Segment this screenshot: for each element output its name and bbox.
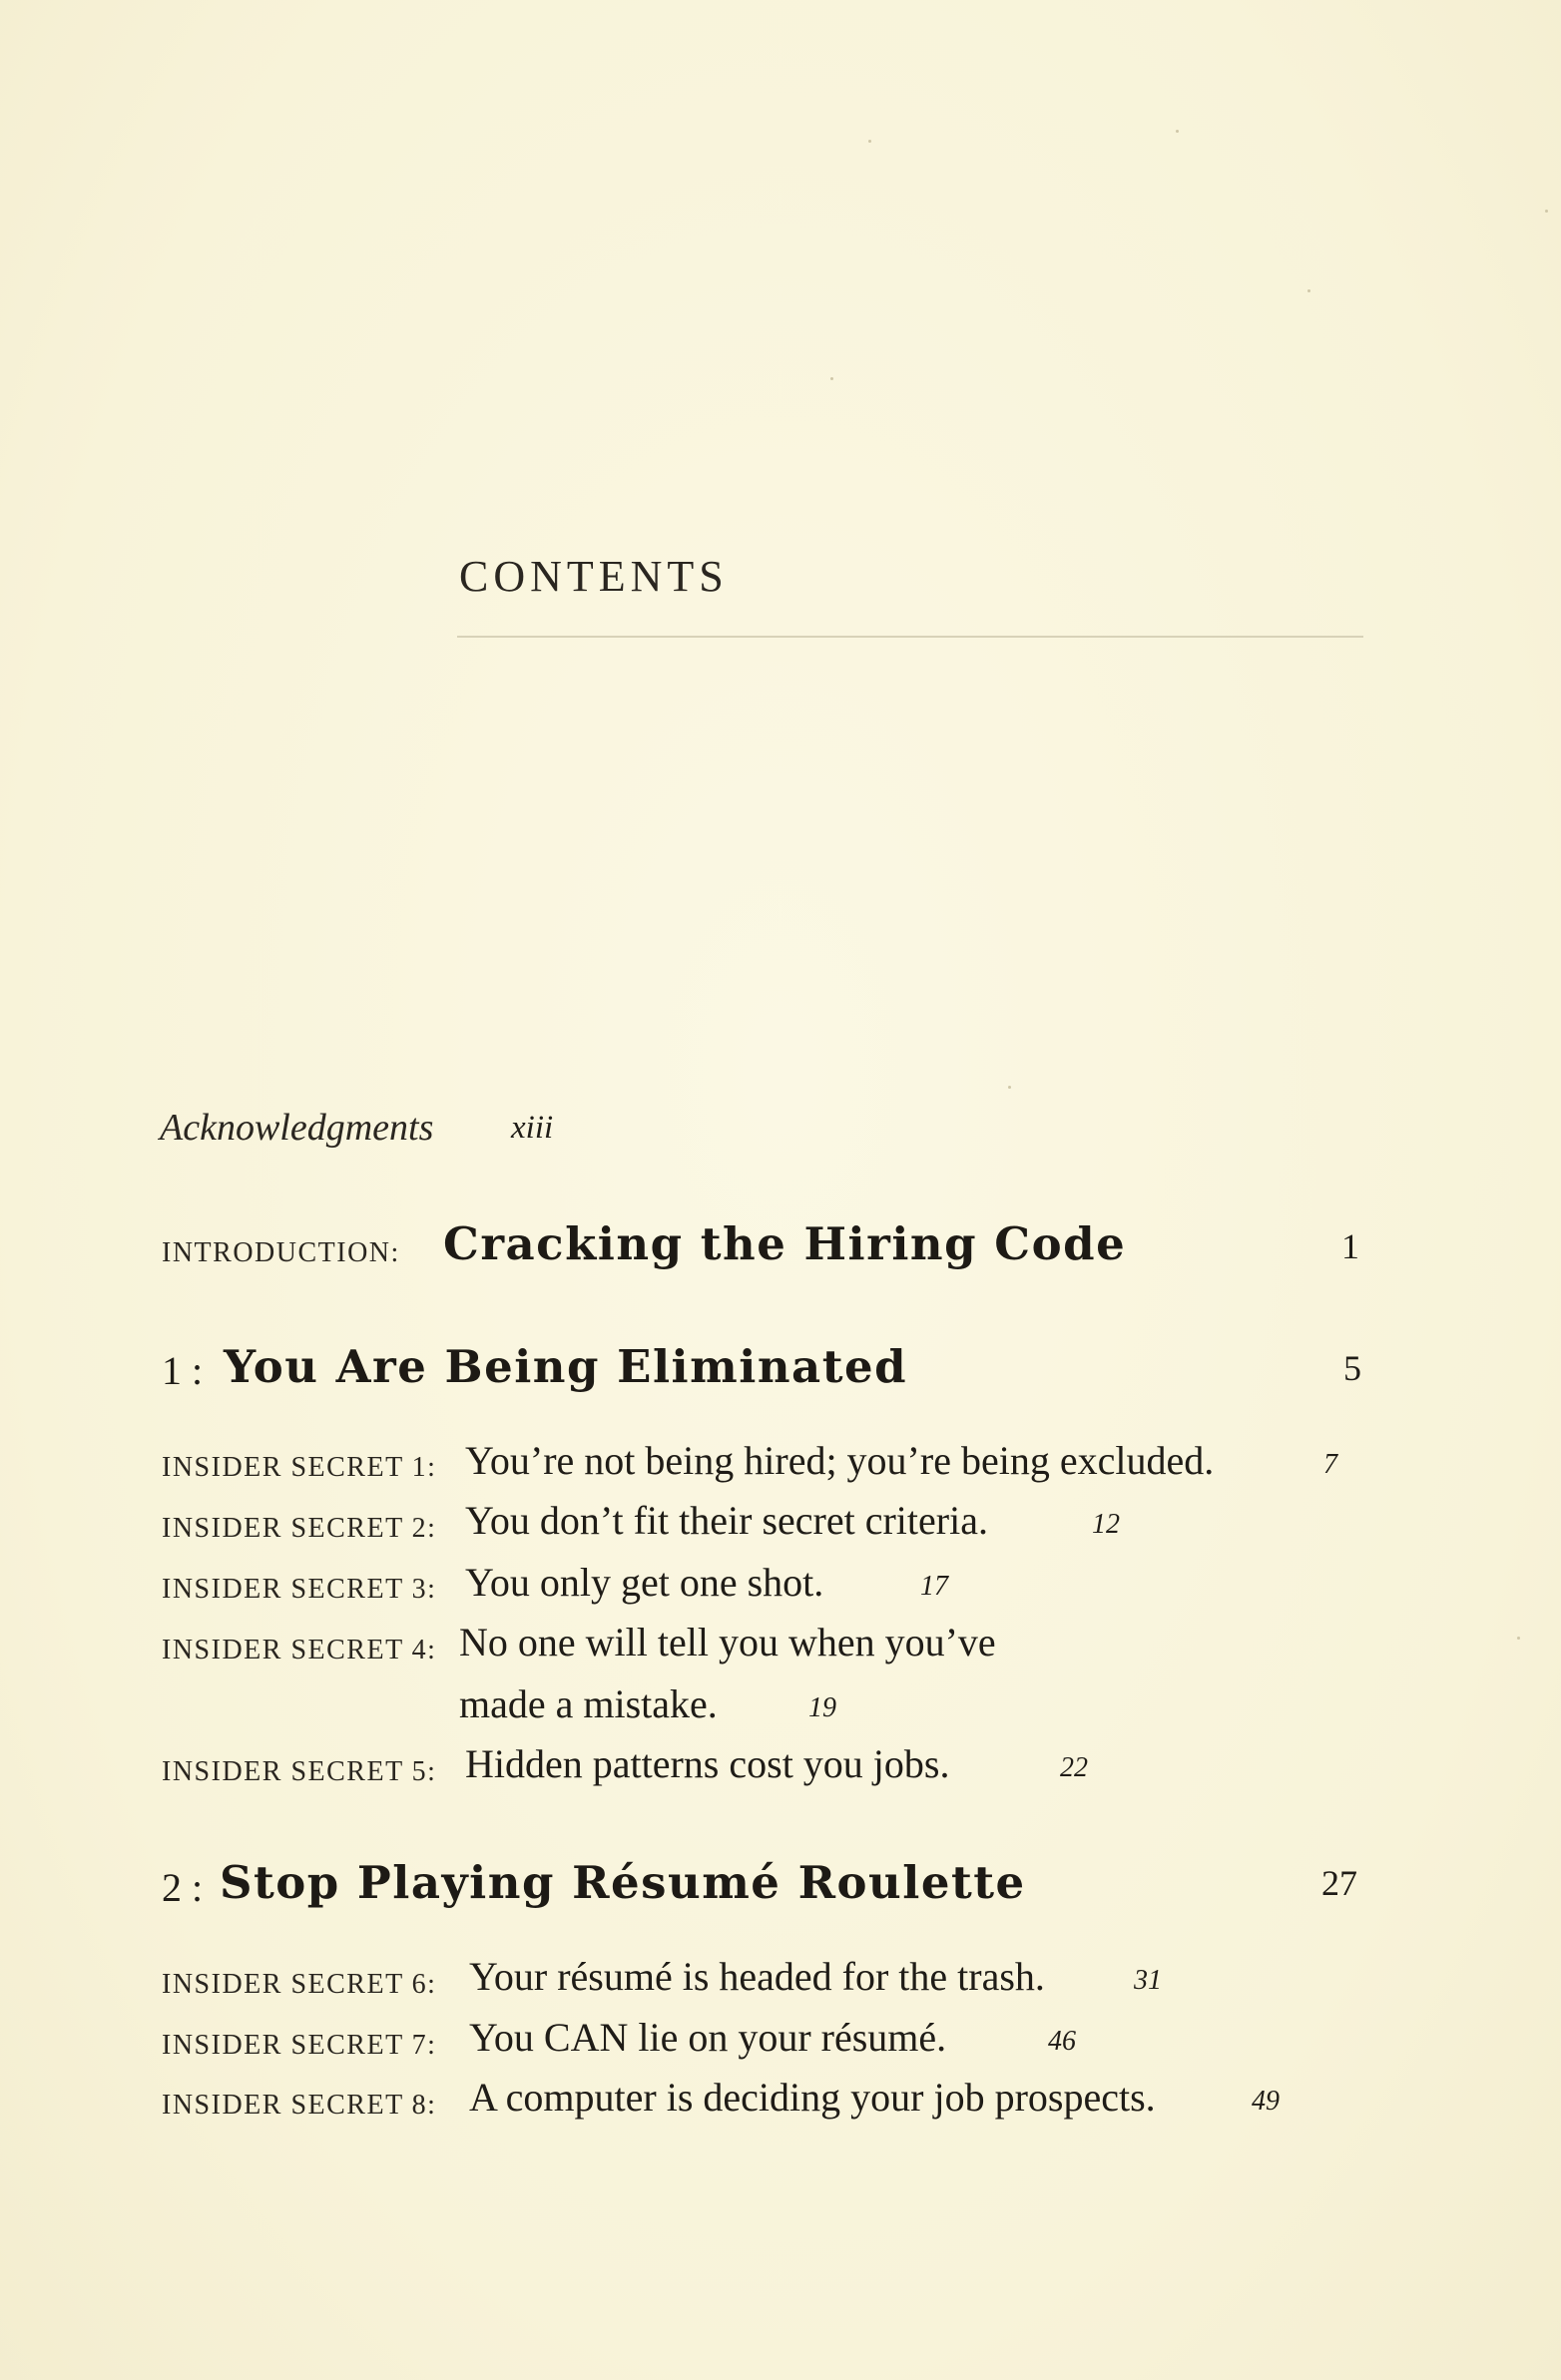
toc-page-acknowledgments: xiii	[511, 1110, 554, 1146]
secret-6-page: 31	[1134, 1965, 1162, 1996]
secret-label: INSIDER SECRET 8:	[162, 2090, 437, 2121]
chapter-1-number: 1 :	[162, 1348, 204, 1393]
chapter-2-number: 2 :	[162, 1865, 204, 1910]
page-title: CONTENTS	[459, 552, 729, 601]
secret-8-text: A computer is deciding your job prospects.	[469, 2075, 1156, 2120]
secret-label: INSIDER SECRET 7:	[162, 2030, 437, 2061]
chapter-1-page: 5	[1343, 1348, 1361, 1388]
secret-7-page: 46	[1048, 2026, 1076, 2057]
secret-5-page: 22	[1060, 1752, 1088, 1783]
secret-label: INSIDER SECRET 6:	[162, 1969, 437, 2000]
secret-2-text: You don’t fit their secret criteria.	[465, 1498, 988, 1543]
secret-1-page: 7	[1323, 1449, 1337, 1480]
secret-label: INSIDER SECRET 1:	[162, 1452, 437, 1483]
chapter-1-title: You Are Being Eliminated	[224, 1340, 908, 1393]
secret-label: INSIDER SECRET 3:	[162, 1574, 437, 1605]
secret-7-text: You CAN lie on your résumé.	[469, 2015, 947, 2060]
introduction-page: 1	[1341, 1226, 1359, 1266]
secret-6-text: Your résumé is headed for the trash.	[469, 1954, 1045, 1999]
chapter-2-page: 27	[1321, 1863, 1357, 1903]
secret-8-page: 49	[1252, 2086, 1280, 2117]
secret-4-text-continued: made a mistake.	[459, 1681, 718, 1726]
secret-2-page: 12	[1092, 1509, 1120, 1540]
secret-5-text: Hidden patterns cost you jobs.	[465, 1741, 950, 1786]
secret-label: INSIDER SECRET 4:	[162, 1635, 437, 1666]
chapter-2-title: Stop Playing Résumé Roulette	[220, 1856, 1026, 1909]
title-divider	[457, 636, 1363, 638]
secret-4-page: 19	[808, 1692, 836, 1723]
secret-label: INSIDER SECRET 2:	[162, 1513, 437, 1544]
secret-label: INSIDER SECRET 5:	[162, 1756, 437, 1787]
introduction-title: Cracking the Hiring Code	[443, 1217, 1127, 1270]
secret-4-text: No one will tell you when you’ve	[459, 1620, 996, 1665]
secret-3-page: 17	[920, 1571, 948, 1602]
secret-3-text: You only get one shot.	[465, 1560, 824, 1605]
secret-1-text: You’re not being hired; you’re being excluded.	[465, 1438, 1215, 1483]
toc-entry-acknowledgments: Acknowledgments	[160, 1107, 434, 1149]
introduction-label: INTRODUCTION:	[162, 1237, 400, 1268]
